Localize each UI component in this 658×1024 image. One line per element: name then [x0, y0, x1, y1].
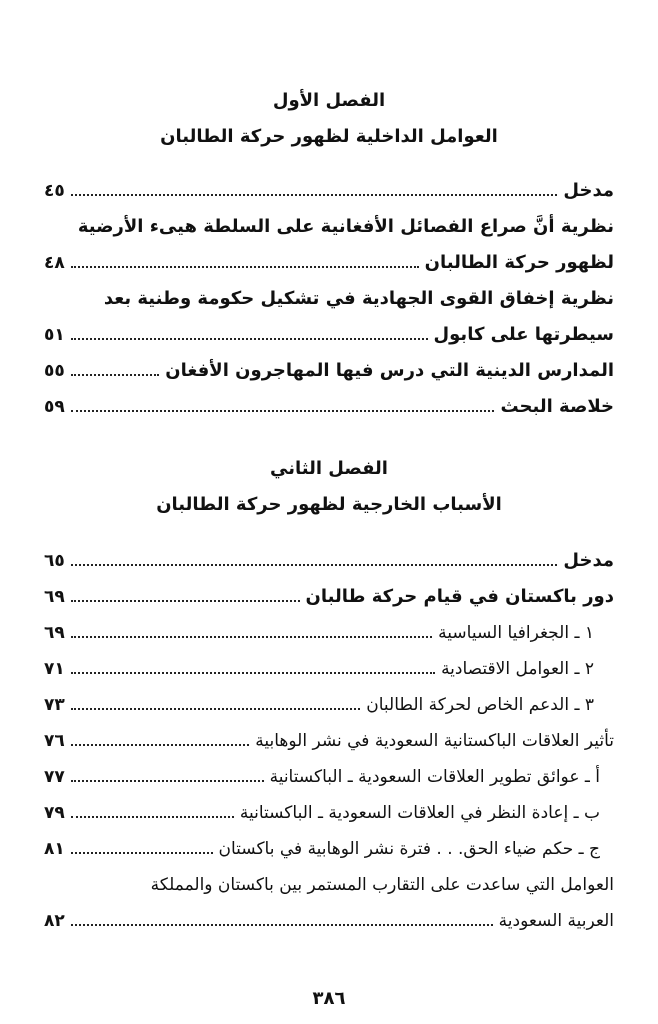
- toc-entry-page: ٨١: [44, 839, 65, 859]
- toc-entry-label: مدخل: [563, 180, 614, 201]
- toc-entry-page: ٤٨: [44, 253, 65, 273]
- leader-dots: [71, 374, 159, 376]
- toc-entry[interactable]: [44, 166, 614, 202]
- leader-dots: [71, 744, 249, 746]
- toc-entry[interactable]: [44, 382, 614, 418]
- chapter-1-number: الفصل الأول: [272, 90, 386, 111]
- chapter-2-toc: [44, 536, 614, 932]
- toc-entry[interactable]: [44, 310, 614, 346]
- toc-entry[interactable]: [44, 572, 614, 608]
- leader-dots: [71, 780, 264, 782]
- toc-entry-page: ٧٩: [44, 803, 65, 823]
- toc-entry-label: أ ـ عوائق تطوير العلاقات السعودية ـ الباكستانية: [269, 767, 600, 787]
- leader-dots: [71, 924, 493, 926]
- leader-dots: [71, 600, 300, 602]
- toc-entry[interactable]: [44, 716, 614, 752]
- toc-entry[interactable]: [44, 536, 614, 572]
- toc-page: [44, 0, 614, 1024]
- toc-entry[interactable]: [44, 238, 614, 274]
- chapter-1-title: العوامل الداخلية لظهور حركة الطالبان: [160, 126, 498, 147]
- toc-entry-page: ٧٦: [44, 731, 65, 751]
- toc-entry-label: ٣ ـ الدعم الخاص لحركة الطالبان: [366, 695, 594, 715]
- leader-dots: [71, 410, 495, 412]
- toc-entry-page: ٦٥: [44, 551, 65, 571]
- toc-entry-page: ٧١: [44, 659, 65, 679]
- toc-entry-page: ٧٧: [44, 767, 65, 787]
- toc-entry-label: لظهور حركة الطالبان: [424, 252, 614, 273]
- toc-entry[interactable]: [44, 752, 614, 788]
- toc-entry-label: ج ـ حكم ضياء الحق. . . فترة نشر الوهابية في باكستان: [218, 839, 600, 859]
- chapter-2-heading: [44, 458, 614, 516]
- toc-entry-line1: نظرية إخفاق القوى الجهادية في تشكيل حكومة وطنية بعد: [103, 288, 614, 309]
- leader-dots: [71, 564, 558, 566]
- toc-entry-line1: العوامل التي ساعدت على التقارب المستمر بين باكستان والمملكة: [150, 875, 614, 895]
- toc-entry-page: ٤٥: [44, 181, 65, 201]
- toc-entry-page: ٦٩: [44, 623, 65, 643]
- toc-entry-page: ٥٩: [44, 397, 65, 417]
- toc-entry[interactable]: [44, 824, 614, 860]
- leader-dots: [71, 816, 234, 818]
- leader-dots: [71, 194, 558, 196]
- toc-entry[interactable]: [44, 608, 614, 644]
- leader-dots: [71, 708, 360, 710]
- toc-entry[interactable]: [44, 644, 614, 680]
- toc-entry[interactable]: [44, 896, 614, 932]
- chapter-1-toc: [44, 166, 614, 418]
- toc-entry-label: المدارس الدينية التي درس فيها المهاجرون الأفغان: [165, 360, 614, 381]
- toc-entry[interactable]: [44, 346, 614, 382]
- toc-entry-page: ٥١: [44, 325, 65, 345]
- leader-dots: [71, 266, 419, 268]
- toc-entry-label: سيطرتها على كابول: [433, 324, 614, 345]
- toc-entry-page: ٧٣: [44, 695, 65, 715]
- toc-entry-page: ٨٢: [44, 911, 65, 931]
- toc-entry-label: ١ ـ الجغرافيا السياسية: [438, 623, 594, 643]
- toc-entry[interactable]: [44, 788, 614, 824]
- leader-dots: [71, 338, 428, 340]
- leader-dots: [71, 636, 432, 638]
- chapter-2-title: الأسباب الخارجية لظهور حركة الطالبان: [156, 494, 502, 515]
- toc-entry-label: ٢ ـ العوامل الاقتصادية: [441, 659, 594, 679]
- leader-dots: [71, 672, 435, 674]
- toc-entry-line1: نظرية أنَّ صراع الفصائل الأفغانية على السلطة هيىء الأرضية: [77, 216, 614, 237]
- toc-entry-label: تأثير العلاقات الباكستانية السعودية في نشر الوهابية: [255, 731, 614, 751]
- toc-entry-label: ب ـ إعادة النظر في العلاقات السعودية ـ الباكستانية: [239, 803, 600, 823]
- chapter-2-number: الفصل الثاني: [270, 458, 388, 479]
- toc-entry-label: خلاصة البحث: [500, 396, 614, 417]
- toc-entry-label: العربية السعودية: [498, 911, 614, 931]
- toc-entry[interactable]: [44, 680, 614, 716]
- page-number: ٣٨٦: [312, 988, 346, 1009]
- chapter-1-heading: [44, 90, 614, 148]
- toc-entry-label: دور باكستان في قيام حركة طالبان: [305, 586, 614, 607]
- toc-entry-page: ٦٩: [44, 587, 65, 607]
- toc-entry-label: مدخل: [563, 550, 614, 571]
- leader-dots: [71, 852, 213, 854]
- toc-entry-page: ٥٥: [44, 361, 65, 381]
